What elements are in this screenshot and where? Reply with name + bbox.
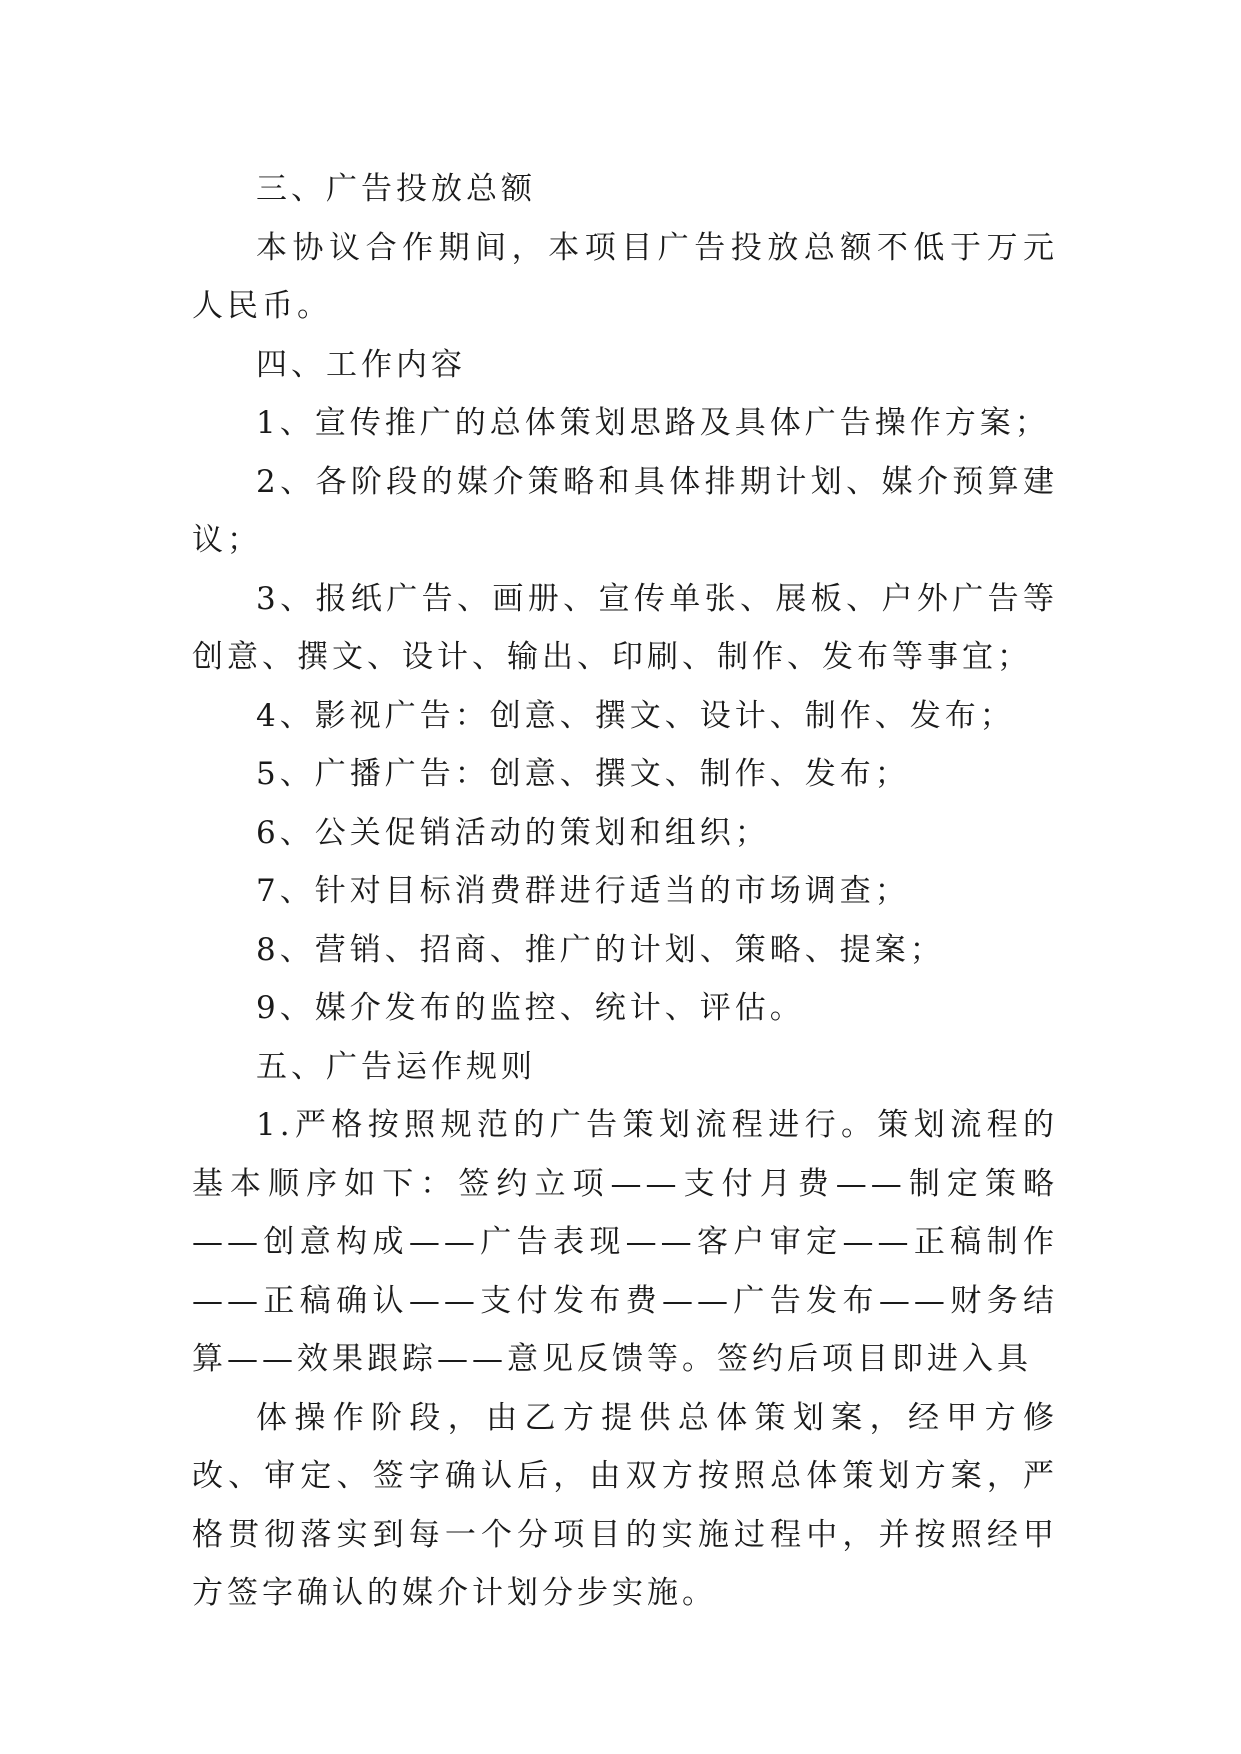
section-heading-3: 三、广告投放总额 <box>256 171 536 207</box>
list-item-2: 2、各阶段的媒介策略和具体排期计划、媒介预算建议； <box>192 463 1058 558</box>
list-item-3: 3、报纸广告、画册、宣传单张、展板、户外广告等创意、撰文、设计、输出、印刷、制作、发布等事宜； <box>192 580 1058 675</box>
paragraph-budget: 本协议合作期间，本项目广告投放总额不低于万元人民币。 <box>192 229 1058 324</box>
list-item-4: 4、影视广告：创意、撰文、设计、制作、发布； <box>256 697 1015 734</box>
paragraph-workflow: 1.严格按照规范的广告策划流程进行。策划流程的基本顺序如下：签约立项——支付月费——制定策略——创意构成——广告表现——客户审定——正稿制作——正稿确认——支付发布费——广告发布——财务结算——效果跟踪——意见反馈等。签约后项目即进入具 <box>192 1107 1058 1377</box>
list-item-1: 1、宣传推广的总体策划思路及具体广告操作方案； <box>256 405 1050 441</box>
list-item-8: 8、营销、招商、推广的计划、策略、提案； <box>256 931 945 968</box>
list-item-5: 5、广播广告：创意、撰文、制作、发布； <box>256 756 910 792</box>
paragraph-implementation: 体操作阶段，由乙方提供总体策划案，经甲方修改、审定、签字确认后，由双方按照总体策划方案，严格贯彻落实到每一个分项目的实施过程中，并按照经甲方签字确认的媒介计划分步实施。 <box>192 1399 1058 1611</box>
list-item-6: 6、公关促销活动的策划和组织； <box>256 814 770 851</box>
document-body <box>192 160 1058 1623</box>
list-item-9: 9、媒介发布的监控、统计、评估。 <box>256 990 805 1026</box>
section-heading-5: 五、广告运作规则 <box>256 1048 536 1085</box>
list-item-7: 7、针对目标消费群进行适当的市场调查； <box>256 873 910 909</box>
section-heading-4: 四、工作内容 <box>256 346 466 383</box>
